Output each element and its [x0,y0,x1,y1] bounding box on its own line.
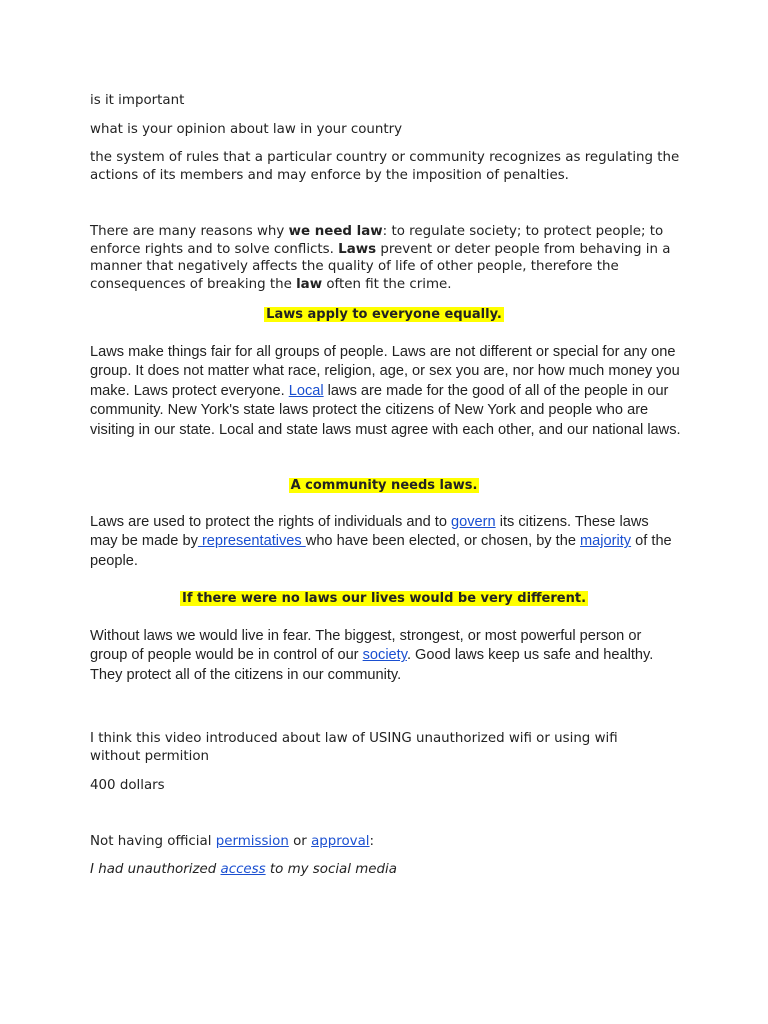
heading-laws-equal: Laws apply to everyone equally. [266,307,502,322]
heading-community-needs-laws: A community needs laws. [290,478,478,493]
reasons-text-2: : to regulate society; to protect people; to enforce rights and to solve conflicts. [90,224,664,257]
reasons-paragraph [90,223,682,293]
link-govern[interactable]: govern [451,514,496,530]
reasons-text-4: often fit the crime. [322,276,452,292]
heading-no-laws: If there were no laws our lives would be very different. [181,591,587,606]
example-text-1: I had unauthorized [90,862,221,877]
paragraph-rights-text-3: who have been elected, or chosen, by the [305,533,581,550]
reasons-bold-1: we need law [288,224,383,239]
paragraph-fair [90,343,682,440]
paragraph-rights [90,513,680,571]
paragraph-rights-text-2: its citizens. These laws may be made by [90,514,649,550]
reasons-text-3: prevent or deter people from behaving in a manner that negatively affects the quality of life of other people, therefore the consequences of breaking the [90,241,671,292]
link-approval[interactable]: approval [311,834,370,849]
question-important: is it important [90,93,185,108]
paragraph-fear-text-1: Without laws we would live in fear. The biggest, strongest, or most powerful person or group of people would be in control of our [90,628,642,664]
paragraph-fear-text-2: . Good laws keep us safe and healthy. They protect all of the citizens in our community. [90,647,654,683]
paragraph-fear [90,627,680,685]
paragraph-fair-text-2: laws are made for the good of all of the people in our community. New York's state laws protect the citizens of New York and people who are visiting in our state. Local and state laws must agree with each other, and our national laws. [90,382,681,438]
paragraph-fair-text-1: Laws make things fair for all groups of people. Laws are not different or special for any one group. It does not matter what race, religion, age, or sex you are, nor how much money you make. Laws protect everyone. [90,344,680,399]
unauthorized-definition-text-2: or [288,834,312,849]
reasons-text-1: There are many reasons why [90,224,289,239]
example-text-2: to my social media [265,862,397,877]
video-note: I think this video introduced about law of USING unauthorized wifi or using wifi without permition [90,731,618,764]
unauthorized-definition-text-1: Not having official [90,834,216,849]
reasons-bold-2: Laws [338,241,377,257]
unauthorized-definition [90,833,374,851]
link-local[interactable]: Local [288,382,324,399]
link-permission[interactable]: permission [215,834,289,849]
link-majority[interactable]: majority [580,533,632,550]
paragraph-rights-text-1: Laws are used to protect the rights of individuals and to [90,514,452,530]
unauthorized-definition-text-3: : [369,834,375,849]
heading-community-wrap [90,477,678,495]
reasons-bold-3: law [296,276,323,292]
law-definition: the system of rules that a particular country or community recognizes as regulating the actions of its members and may enforce by the imposition of penalties. [90,150,680,183]
question-opinion: what is your opinion about law in your country [90,122,403,137]
heading-equal-wrap [90,306,678,324]
link-access[interactable]: access [220,862,266,877]
link-society[interactable]: society [362,647,407,664]
fine-amount: 400 dollars [90,778,165,793]
link-representatives[interactable]: representatives [197,533,306,550]
paragraph-rights-text-4: of the people. [90,533,672,569]
heading-no-laws-wrap [90,590,678,608]
unauthorized-example [90,861,397,879]
